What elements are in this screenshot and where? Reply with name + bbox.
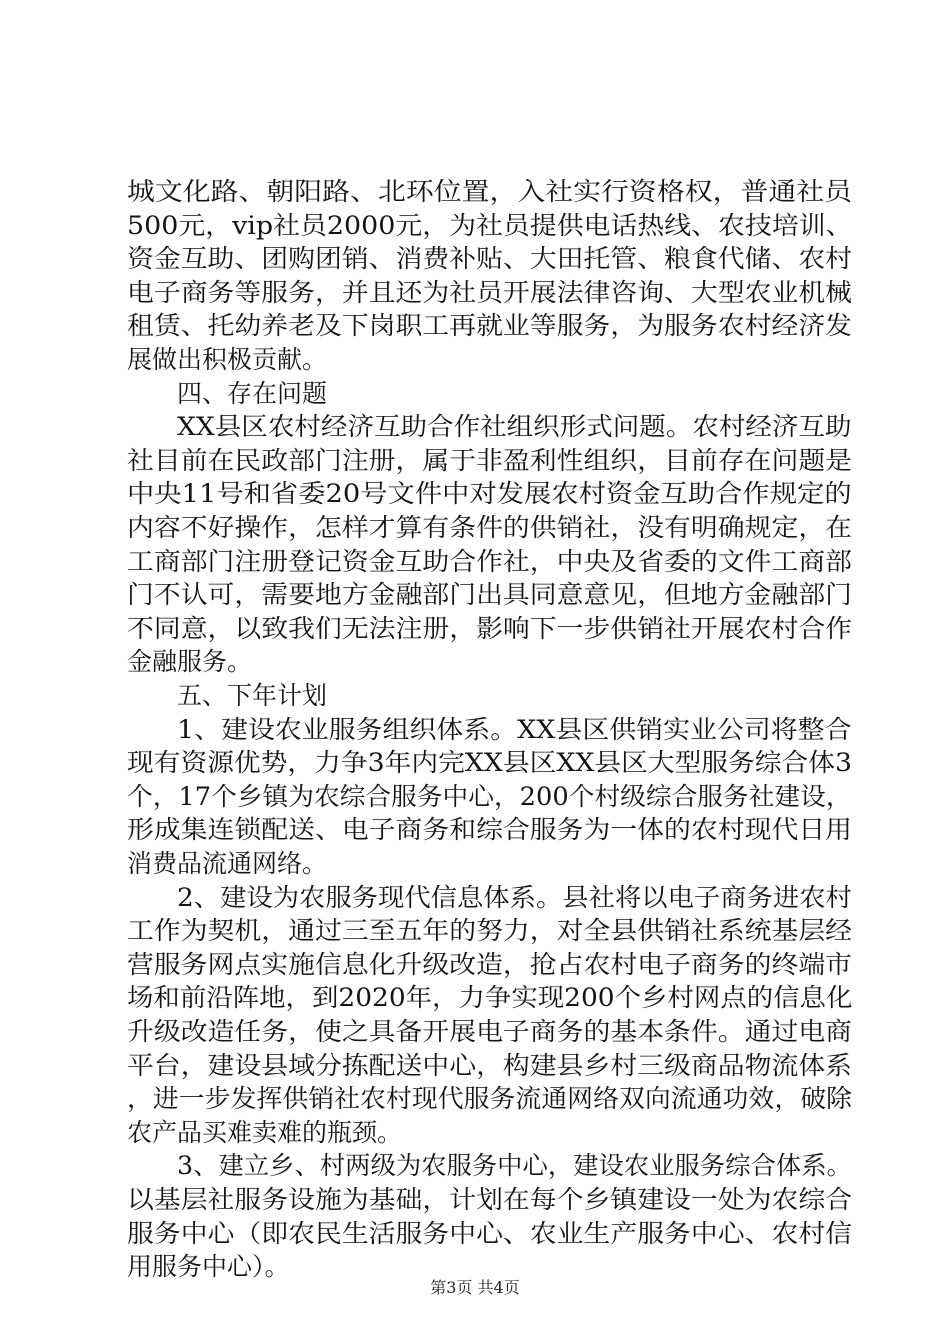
text-line: 金融服务。 [127,647,253,676]
text-line: 形成集连锁配送、电子商务和综合服务为一体的农村现代日用 [127,815,853,844]
text-line: 以基层社服务设施为基础，计划在每个乡镇建设一处为农综合 [127,1185,853,1214]
section-heading: 四、存在问题 [177,379,328,408]
text-line: 农产品买难卖难的瓶颈。 [127,1118,403,1147]
text-line: 升级改造任务，使之具备开展电子商务的基本条件。通过电商 [127,1017,853,1046]
section-heading: 五、下年计划 [177,681,328,710]
text-line: 资金互助、团购团销、消费补贴、大田托管、粮食代储、农村 [127,244,853,273]
text-line: 营服务网点实施信息化升级改造，抢占农村电子商务的终端市 [127,950,853,979]
text-line: 场和前沿阵地，到2020年，力争实现200个乡村网点的信息化 [127,983,853,1012]
text-line: 消费品流通网络。 [127,849,328,878]
text-line: 服务中心（即农民生活服务中心、农业生产服务中心、农村信 [127,1219,853,1248]
text-line: 工商部门注册登记资金互助合作社，中央及省委的文件工商部 [127,547,853,576]
text-line: 现有资源优势，力争3年内完XX县区XX县区大型服务综合体3 [127,748,853,777]
text-line: 个，17个乡镇为农综合服务中心，200个村级综合服务社建设， [127,782,852,811]
text-line: 3、建立乡、村两级为农服务中心，建设农业服务综合体系。 [177,1151,852,1180]
text-line: 工作为契机，通过三至五年的努力，对全县供销社系统基层经 [127,916,853,945]
text-line: 平台，建设县域分拣配送中心，构建县乡村三级商品物流体系 [127,1051,853,1080]
text-line: 内容不好操作，怎样才算有条件的供销社，没有明确规定，在 [127,513,853,542]
text-line: XX县区农村经济互助合作社组织形式问题。农村经济互助 [177,412,852,441]
text-line: 500元，vip社员2000元，为社员提供电话热线、农技培训、 [127,211,853,240]
text-line: 1、建设农业服务组织体系。XX县区供销实业公司将整合 [177,715,852,744]
text-line: 中央11号和省委20号文件中对发展农村资金互助合作规定的 [127,479,852,508]
page-footer: 第3页 共4页 [430,1278,520,1297]
text-line: 展做出积极贡献。 [127,345,328,374]
text-line: 社目前在民政部门注册，属于非盈利性组织，目前存在问题是 [127,446,853,475]
text-line: 用服务中心）。 [127,1252,290,1281]
text-line: 2、建设为农服务现代信息体系。县社将以电子商务进农村 [177,883,852,912]
text-line: 门不认可，需要地方金融部门出具同意意见，但地方金融部门 [127,580,853,609]
text-line: 电子商务等服务，并且还为社员开展法律咨询、大型农业机械 [127,278,853,307]
text-line: 城文化路、朝阳路、北环位置，入社实行资格权，普通社员 [127,177,853,206]
text-line: 不同意，以致我们无法注册，影响下一步供销社开展农村合作 [127,614,853,643]
text-line: ，进一步发挥供销社农村现代服务流通网络双向流通功效，破除 [127,1084,853,1113]
text-line: 租赁、托幼养老及下岗职工再就业等服务，为服务农村经济发 [127,311,853,340]
